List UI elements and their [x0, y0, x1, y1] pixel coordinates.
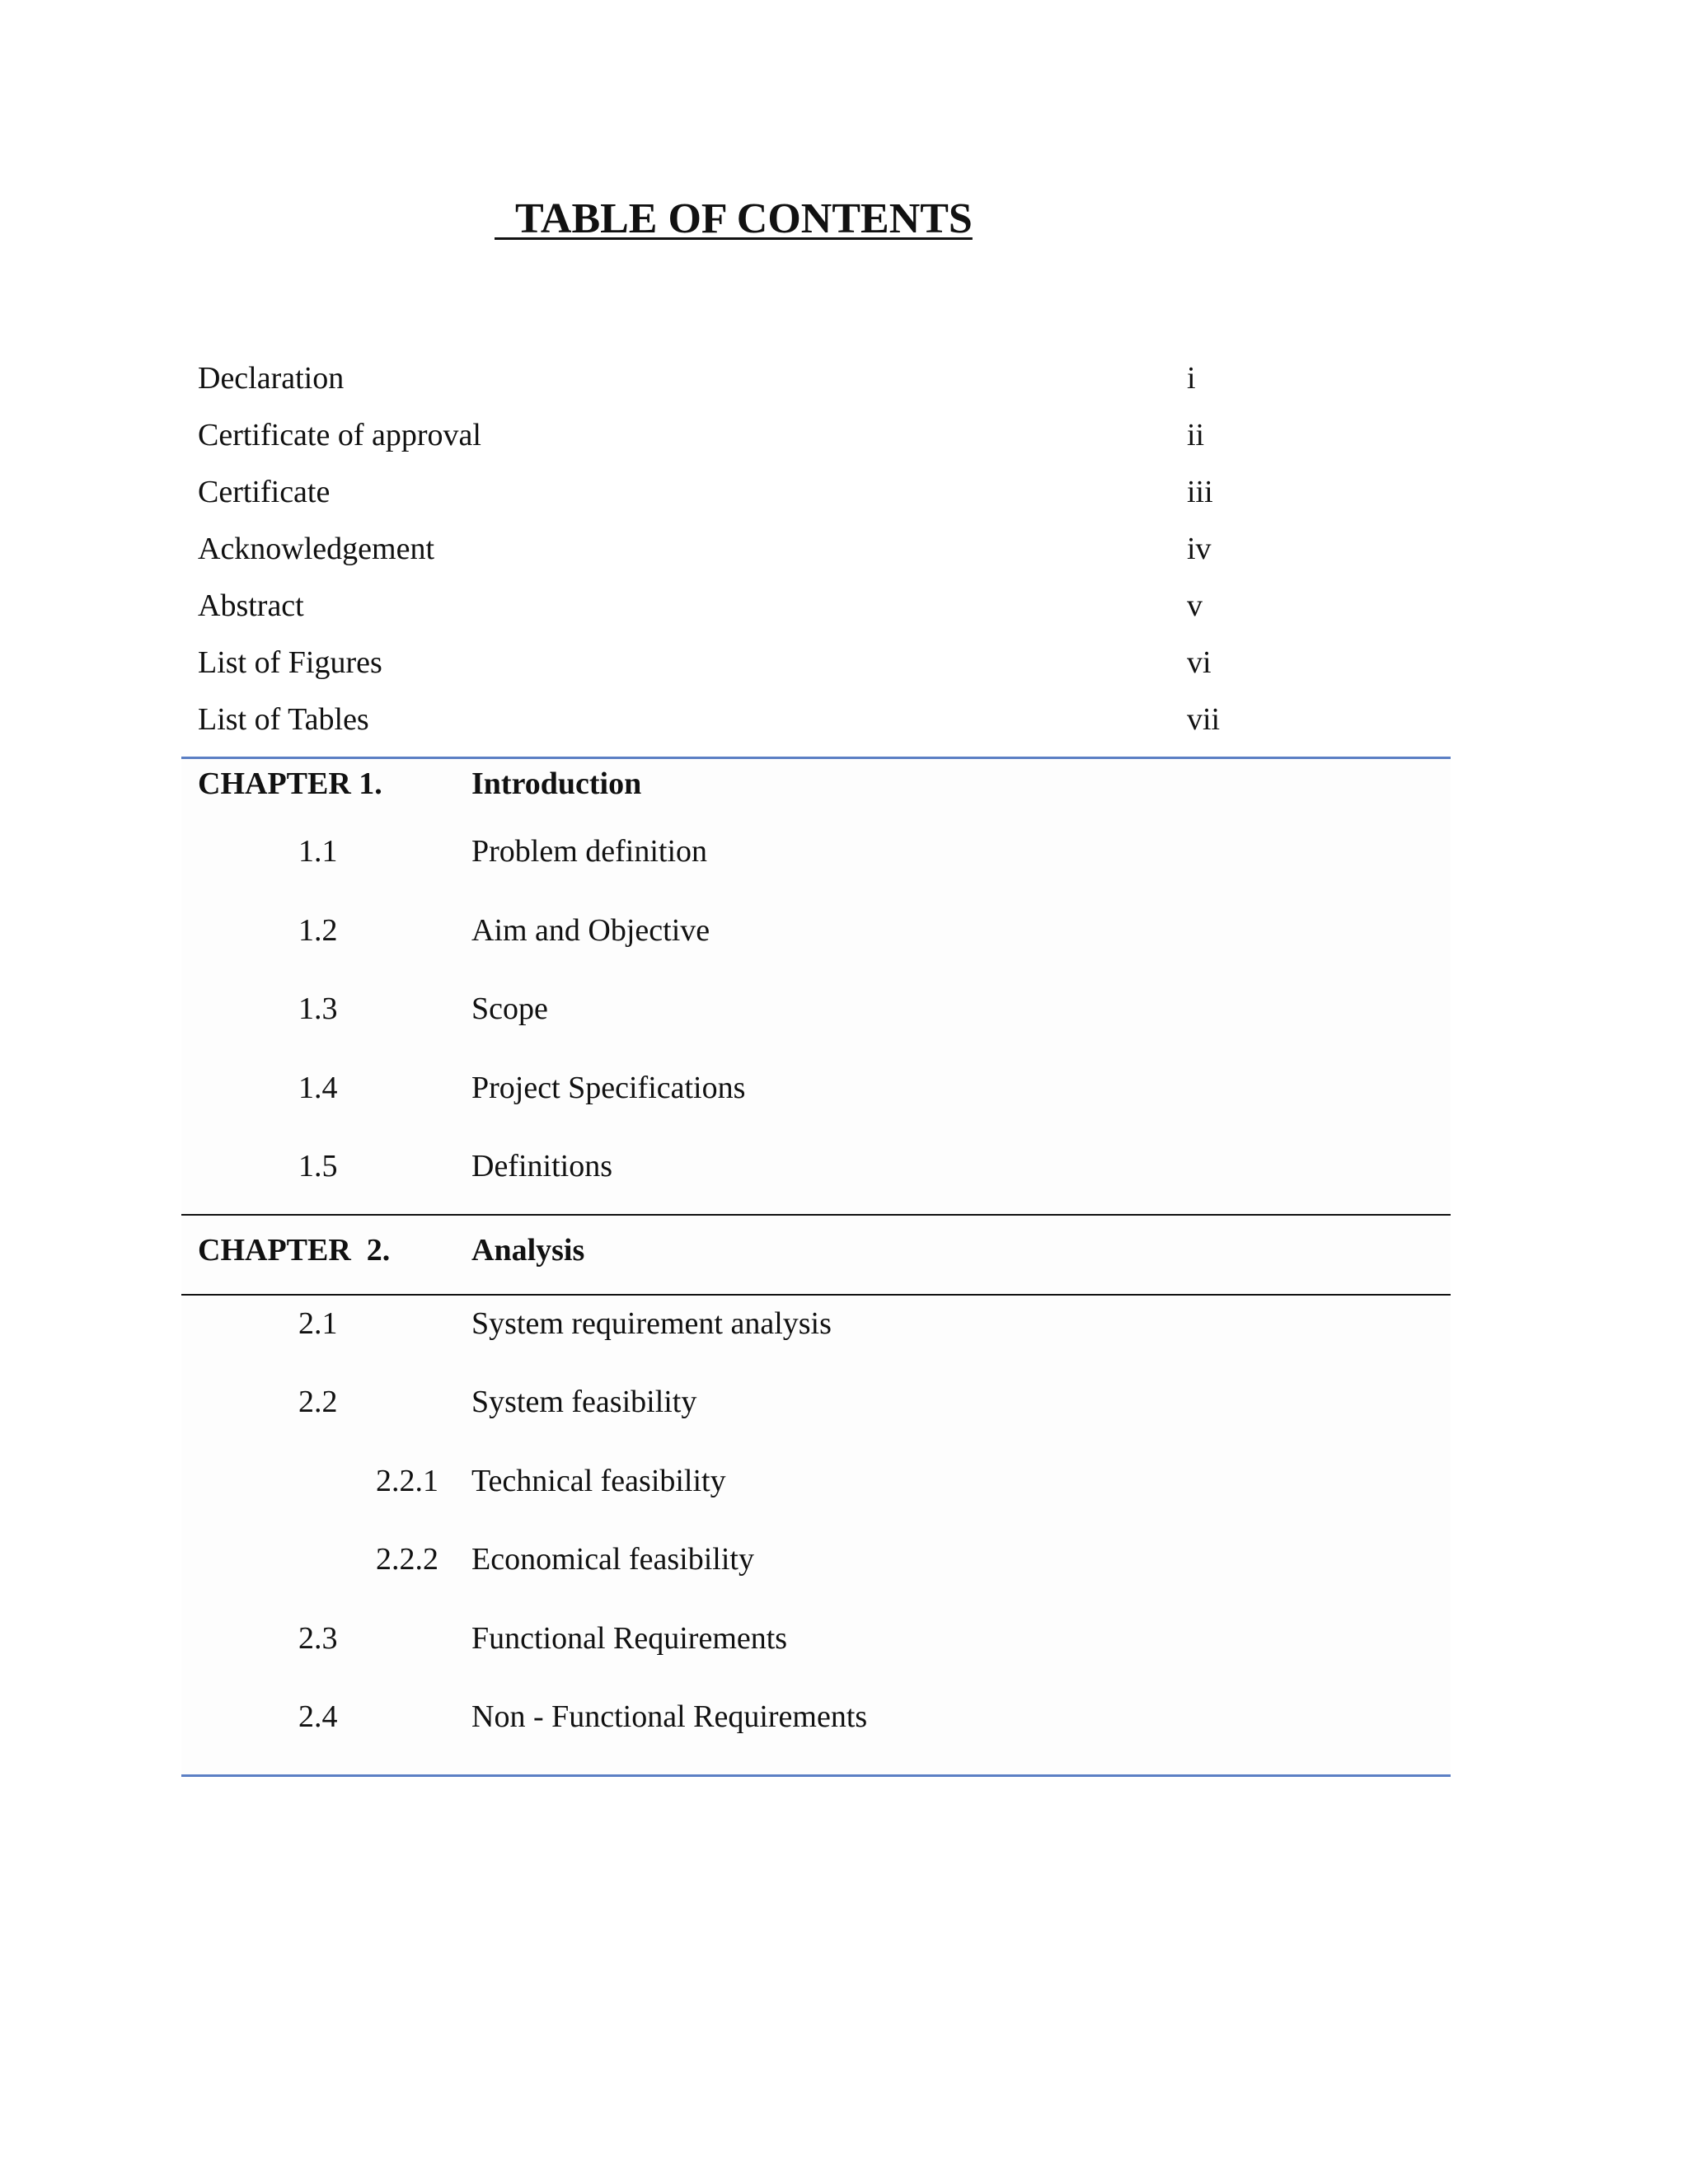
chapter-heading: [181, 1216, 1451, 1296]
entry-page-number: v: [1187, 588, 1203, 623]
chapter-number: CHAPTER 2.: [198, 1232, 391, 1268]
chapter-number: CHAPTER 1.: [198, 766, 382, 801]
section-number: 1.1: [298, 834, 338, 869]
section-number: 2.1: [298, 1305, 338, 1341]
entry-label: Certificate of approval: [198, 418, 481, 452]
section-title: Non - Functional Requirements: [471, 1699, 868, 1734]
entry-page-number: ii: [1187, 418, 1205, 452]
entry-label: Declaration: [198, 361, 345, 396]
chapter-2-block: [181, 1214, 1451, 1774]
section-number: 2.3: [298, 1620, 338, 1656]
entry-page-number: vii: [1187, 702, 1221, 737]
section-number: 2.2.1: [376, 1463, 438, 1498]
subsection-entry: [181, 1538, 1451, 1617]
chapter-title: Introduction: [471, 766, 642, 801]
front-matter-entry: [198, 635, 1484, 691]
section-entry: [181, 977, 1451, 1057]
section-title: System requirement analysis: [471, 1305, 832, 1341]
section-entry: [181, 1302, 1451, 1381]
section-number: 2.2.2: [376, 1542, 438, 1577]
section-list: [181, 820, 1451, 1214]
section-entry: [181, 1135, 1451, 1214]
section-number: 1.3: [298, 991, 338, 1026]
entry-label: Acknowledgement: [198, 532, 435, 566]
front-matter-list: [198, 350, 1484, 748]
section-number: 1.5: [298, 1149, 338, 1183]
section-entry: [181, 1695, 1451, 1774]
section-title: Definitions: [471, 1149, 612, 1183]
section-title: Aim and Objective: [471, 912, 710, 948]
section-title: Economical feasibility: [471, 1542, 754, 1577]
chapter-heading: [181, 759, 1451, 820]
section-title: Scope: [471, 991, 548, 1026]
entry-label: List of Tables: [198, 702, 369, 737]
section-entry: [181, 1057, 1451, 1136]
entry-page-number: iv: [1187, 532, 1212, 566]
entry-label: Abstract: [198, 588, 304, 623]
bottom-divider: [181, 1774, 1451, 1777]
front-matter-entry: [198, 578, 1484, 635]
entry-page-number: i: [1187, 361, 1196, 396]
section-entry: [181, 1617, 1451, 1696]
section-entry: [181, 1380, 1451, 1460]
front-matter-entry: [198, 464, 1484, 521]
section-title: System feasibility: [471, 1385, 697, 1419]
front-matter-entry: [198, 407, 1484, 464]
section-list: [181, 1296, 1451, 1774]
page-title: TABLE OF CONTENTS: [495, 195, 973, 242]
front-matter-entry: [198, 691, 1484, 748]
front-matter-entry: [198, 521, 1484, 578]
section-entry: [181, 899, 1451, 978]
entry-label: Certificate: [198, 475, 331, 509]
section-title: Project Specifications: [471, 1070, 746, 1105]
subsection-entry: [181, 1460, 1451, 1539]
section-number: 2.2: [298, 1385, 338, 1419]
section-entry: [181, 820, 1451, 899]
section-number: 2.4: [298, 1699, 338, 1734]
chapter-title: Analysis: [471, 1232, 585, 1268]
section-title: Problem definition: [471, 834, 708, 869]
front-matter-entry: [198, 350, 1484, 407]
section-title: Technical feasibility: [471, 1463, 726, 1498]
section-title: Functional Requirements: [471, 1620, 788, 1656]
entry-page-number: vi: [1187, 645, 1212, 680]
chapter-1-block: [181, 757, 1451, 1214]
section-number: 1.4: [298, 1070, 338, 1105]
entry-page-number: iii: [1187, 475, 1213, 509]
chapters-table: [181, 757, 1451, 1777]
entry-label: List of Figures: [198, 645, 382, 680]
section-number: 1.2: [298, 912, 338, 948]
